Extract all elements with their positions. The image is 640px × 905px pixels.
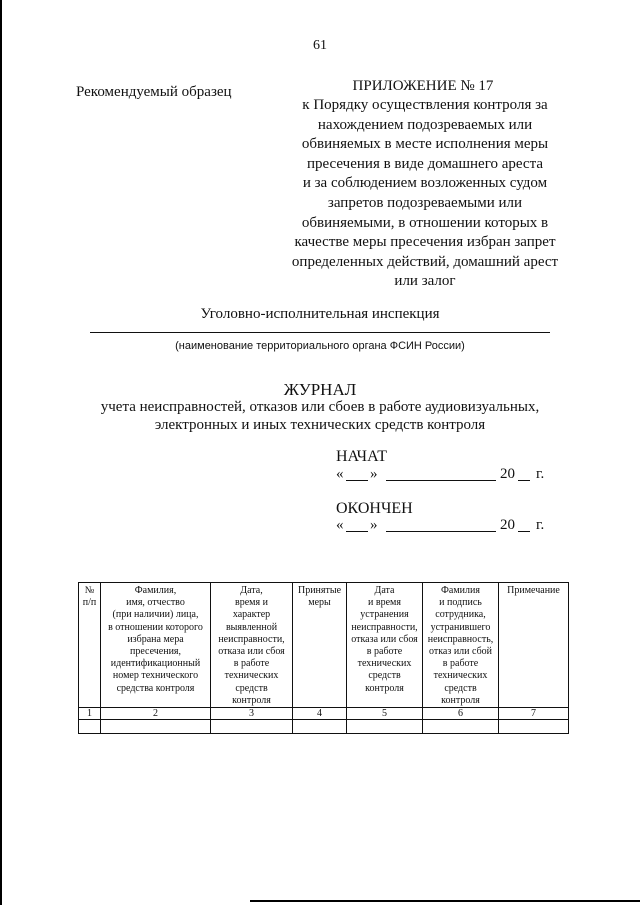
journal-subtitle-line: электронных и иных технических средств контроля bbox=[154, 417, 486, 433]
journal-subtitle-line: учета неисправностей, отказов или сбоев в работе аудиовизуальных, bbox=[100, 399, 540, 415]
close-quote: » bbox=[370, 466, 378, 482]
end-label: ОКОНЧЕН bbox=[336, 500, 413, 517]
header-cell-fix-date: Дата и время устранения неисправности, отказа или сбоя в работе технических средств контроля bbox=[347, 583, 423, 708]
table-cell bbox=[423, 720, 499, 734]
header-cell-number: № п/п bbox=[79, 583, 101, 708]
page-number: 61 bbox=[313, 38, 327, 53]
day-blank bbox=[346, 480, 368, 481]
appendix-line: определенных действий, домашний арест bbox=[291, 253, 559, 270]
year-blank bbox=[518, 531, 530, 532]
table-row bbox=[79, 720, 569, 734]
column-number: 5 bbox=[347, 708, 423, 720]
appendix-line: или залог bbox=[394, 273, 456, 290]
day-blank bbox=[346, 531, 368, 532]
header-cell-fault: Дата, время и характер выявленной неисправности, отказа или сбоя в работе технических средств контроля bbox=[211, 583, 293, 708]
header-cell-officer: Фамилия и подпись сотрудника, устранившего неисправность, отказ или сбой в работе технических средств контроля bbox=[423, 583, 499, 708]
scan-edge-left bbox=[0, 0, 2, 905]
start-label: НАЧАТ bbox=[336, 448, 387, 465]
table-cell bbox=[499, 720, 569, 734]
header-cell-person: Фамилия, имя, отчество (при наличии) лица, в отношении которого избрана мера пресечения, идентификационный номер технического средства контроля bbox=[101, 583, 211, 708]
table-cell bbox=[211, 720, 293, 734]
column-number: 7 bbox=[499, 708, 569, 720]
column-number: 3 bbox=[211, 708, 293, 720]
open-quote: « bbox=[336, 466, 344, 482]
table-cell bbox=[347, 720, 423, 734]
sample-label: Рекомендуемый образец bbox=[76, 84, 232, 100]
appendix-line: нахождением подозреваемых или bbox=[317, 116, 533, 133]
inspection-name: Уголовно-исполнительная инспекция bbox=[200, 306, 440, 322]
appendix-line: качестве меры пресечения избран запрет bbox=[294, 234, 556, 251]
year-suffix: г. bbox=[536, 517, 545, 533]
open-quote: « bbox=[336, 517, 344, 533]
appendix-line: запретов подозреваемыми или bbox=[327, 194, 523, 211]
header-cell-measures: Принятые меры bbox=[293, 583, 347, 708]
journal-subtitle bbox=[60, 398, 580, 434]
journal-title: ЖУРНАЛ bbox=[283, 380, 357, 399]
appendix-text bbox=[280, 96, 570, 292]
appendix-line: обвиняемыми, в отношении которых в bbox=[301, 214, 549, 231]
header-cell-note: Примечание bbox=[499, 583, 569, 708]
table-cell bbox=[101, 720, 211, 734]
org-name-line bbox=[90, 332, 550, 333]
table-cell bbox=[293, 720, 347, 734]
scan-edge-bottom bbox=[250, 900, 640, 902]
year-prefix: 20 bbox=[500, 466, 515, 482]
month-blank bbox=[386, 531, 496, 532]
appendix-title: ПРИЛОЖЕНИЕ № 17 bbox=[352, 78, 494, 94]
table-cell bbox=[79, 720, 101, 734]
close-quote: » bbox=[370, 517, 378, 533]
month-blank bbox=[386, 480, 496, 481]
table-header-row bbox=[79, 583, 569, 708]
column-number: 1 bbox=[79, 708, 101, 720]
year-prefix: 20 bbox=[500, 517, 515, 533]
column-number: 2 bbox=[101, 708, 211, 720]
appendix-line: пресечения в виде домашнего ареста bbox=[307, 155, 543, 172]
appendix-line: и за соблюдением возложенных судом bbox=[302, 175, 548, 192]
appendix-line: обвиняемых в месте исполнения меры bbox=[301, 136, 549, 153]
year-blank bbox=[518, 480, 530, 481]
column-number-row bbox=[79, 708, 569, 720]
column-number: 6 bbox=[423, 708, 499, 720]
journal-table bbox=[78, 582, 569, 734]
appendix-line: к Порядку осуществления контроля за bbox=[302, 97, 548, 113]
org-name-caption: (наименование территориального органа ФСИН России) bbox=[175, 340, 465, 352]
column-number: 4 bbox=[293, 708, 347, 720]
year-suffix: г. bbox=[536, 466, 545, 482]
